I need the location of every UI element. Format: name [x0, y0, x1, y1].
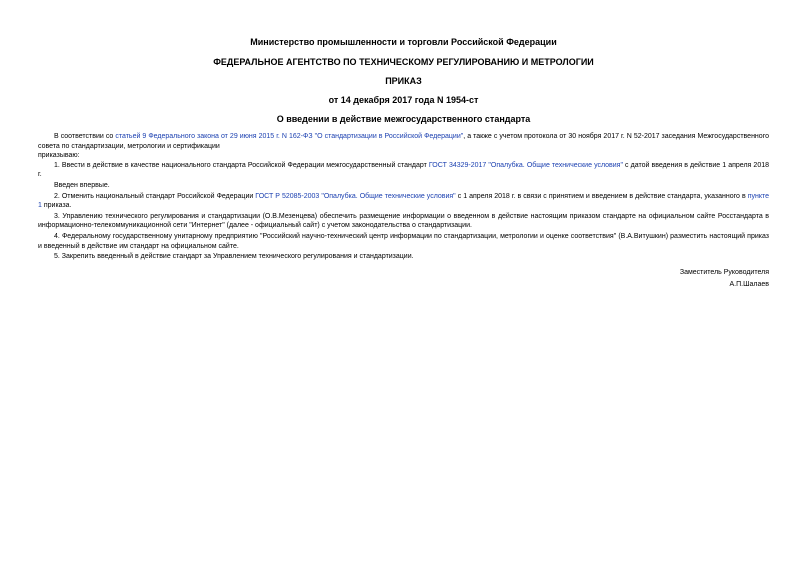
- item-3-paragraph: 3. Управлению технического регулирования и стандартизации (О.В.Мезенцева) обеспечить размещение информации о введенном в действие настоящим приказом стандарте на официальном сайте Росстандарта в информационно-телекоммуникационной сети "Интернет" (далее - официальный сайт) с учетом законодательства о стандартизации.: [38, 212, 769, 230]
- item-1-paragraph: [38, 161, 769, 180]
- preamble-paragraph: [38, 132, 769, 151]
- signature-position: Заместитель Руководителя: [679, 269, 769, 276]
- preamble-text-1: В соответствии со: [54, 133, 116, 140]
- order-word: приказываю:: [38, 152, 80, 160]
- item-2-paragraph: [38, 192, 769, 211]
- document-type: ПРИКАЗ: [385, 76, 422, 86]
- item-2-text-3: приказа.: [41, 202, 72, 210]
- gost-34329-link[interactable]: ГОСТ 34329-2017 "Опалубка. Общие технические условия": [428, 161, 623, 169]
- introduced-note: Введен впервые.: [54, 181, 110, 189]
- item-4-paragraph: 4. Федеральному государственному унитарному предприятию "Российский научно-технический центр информации по стандартизации, метрологии и оценке соответствия" (В.А.Витушкин) разместить настоящий приказ и введенный в действие им стандарт на официальном сайте.: [38, 232, 769, 250]
- document-body: [38, 132, 769, 262]
- preamble-text-2: , а также с учетом протокола от 30 ноября 2017 г. N 52-2017 заседания Межгосударственного совета по стандартизации, метрологии и сертификации: [38, 133, 769, 150]
- agency-title: ФЕДЕРАЛЬНОЕ АГЕНТСТВО ПО ТЕХНИЧЕСКОМУ РЕГУЛИРОВАНИЮ И МЕТРОЛОГИИ: [213, 57, 594, 67]
- document-subject: О введении в действие межгосударственного стандарта: [276, 114, 531, 124]
- federal-law-link[interactable]: статьей 9 Федерального закона от 29 июня 2015 г. N 162-ФЗ "О стандартизации в Российской Федерации": [115, 133, 464, 140]
- item-2-text-2: с 1 апреля 2018 г. в связи с принятием и введением в действие стандарта, указанного в: [455, 192, 748, 200]
- ministry-title: Министерство промышленности и торговли Российской Федерации: [250, 37, 557, 47]
- item-2-text-1: 2. Отменить национальный стандарт Российской Федерации: [54, 192, 256, 200]
- document-date-number: от 14 декабря 2017 года N 1954-ст: [328, 95, 479, 105]
- item-1-text-1: 1. Ввести в действие в качестве национального стандарта Российской Федерации межгосударственный стандарт: [54, 161, 429, 169]
- gost-r-52085-link[interactable]: ГОСТ Р 52085-2003 "Опалубка. Общие технические условия": [255, 192, 456, 200]
- item-1-reference-link[interactable]: пункте 1: [38, 192, 770, 210]
- item-5-paragraph: 5. Закрепить введенный в действие стандарт за Управлением технического регулирования и стандартизации.: [54, 253, 414, 261]
- signature-name: А.П.Шалаев: [729, 281, 769, 288]
- item-1-text-2: с датой введения в действие 1 апреля 2018 г.: [38, 161, 770, 179]
